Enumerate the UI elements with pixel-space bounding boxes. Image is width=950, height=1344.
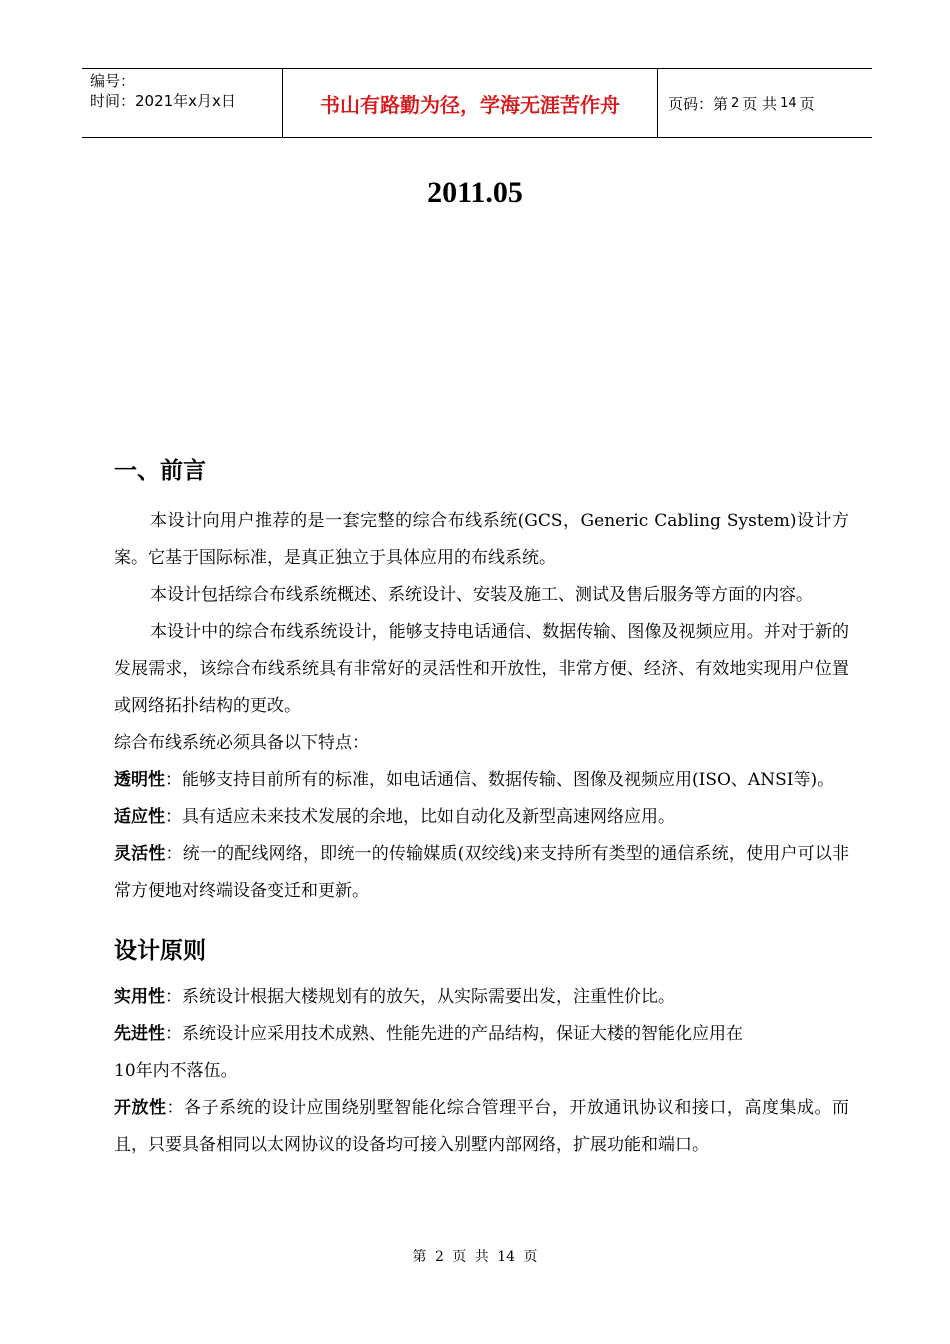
feature-term: 灵活性	[114, 844, 166, 864]
page-header	[82, 68, 872, 138]
page-suffix: 页	[799, 94, 815, 113]
feature-text: ：能够支持目前所有的标准，如电话通信、数据传输、图像及视频应用(ISO、ANSI等)。	[165, 770, 835, 790]
feature-text: ：具有适应未来技术发展的余地，比如自动化及新型高速网络应用。	[165, 807, 675, 827]
page-middle: 页 共	[742, 94, 778, 113]
section-title-design-principles: 设计原则	[114, 938, 206, 964]
preface-paragraph-3: 本设计中的综合布线系统设计，能够支持电话通信、数据传输、图像及视频应用。并对于新的发展需求，该综合布线系统具有非常好的灵活性和开放性，非常方便、经济、有效地实现用户位置或网络拓扑结构的更改。	[114, 622, 849, 716]
document-number: 编号：	[90, 72, 136, 90]
preface-paragraph-2: 本设计包括综合布线系统概述、系统设计、安装及施工、测试及售后服务等方面的内容。	[150, 585, 813, 605]
feature-term: 适应性	[114, 807, 165, 827]
feature-transparency	[114, 762, 849, 799]
principle-text: ：系统设计应采用技术成熟、性能先进的产品结构，保证大楼的智能化应用在	[165, 1024, 743, 1044]
page-total: 14	[780, 95, 797, 111]
feature-adaptability	[114, 799, 849, 836]
document-body	[114, 452, 849, 1164]
principle-term: 实用性	[114, 987, 165, 1007]
principle-practicality	[114, 979, 849, 1016]
principle-text: ：系统设计根据大楼规划有的放矢，从实际需要出发，注重性价比。	[165, 987, 675, 1007]
principle-text-continued: 10年内不落伍。	[114, 1061, 238, 1081]
features-intro: 综合布线系统必须具备以下特点：	[114, 733, 369, 753]
header-motto: 书山有路勤为径，学海无涯苦作舟	[283, 69, 658, 137]
date-title: 2011.05	[427, 176, 523, 209]
principle-term: 开放性	[114, 1098, 167, 1118]
preface-paragraph-1: 本设计向用户推荐的是一套完整的综合布线系统(GCS，Generic Cabling System)设计方案。它基于国际标准，是真正独立于具体应用的布线系统。	[114, 511, 849, 568]
page-footer: 第 2 页 共 14 页	[412, 1249, 538, 1265]
principle-openness	[114, 1090, 849, 1164]
page-current: 2	[731, 95, 740, 111]
header-page-info	[658, 69, 872, 137]
principle-text: ：各子系统的设计应围绕别墅智能化综合管理平台，开放通讯协议和接口，高度集成。而且，只要具备相同以太网协议的设备均可接入别墅内部网络，扩展功能和端口。	[114, 1098, 850, 1155]
principle-term: 先进性	[114, 1024, 165, 1044]
page-prefix: 页码：第	[668, 94, 729, 113]
feature-text: ：统一的配线网络，即统一的传输媒质(双绞线)来支持所有类型的通信系统，使用户可以非常方便地对终端设备变迁和更新。	[114, 844, 850, 901]
feature-term: 透明性	[114, 770, 165, 790]
document-time: 时间：2021年x月x日	[90, 92, 236, 110]
section-title-preface: 一、前言	[114, 458, 206, 484]
principle-advancement	[114, 1016, 849, 1090]
header-meta	[82, 69, 283, 137]
feature-flexibility	[114, 836, 849, 910]
